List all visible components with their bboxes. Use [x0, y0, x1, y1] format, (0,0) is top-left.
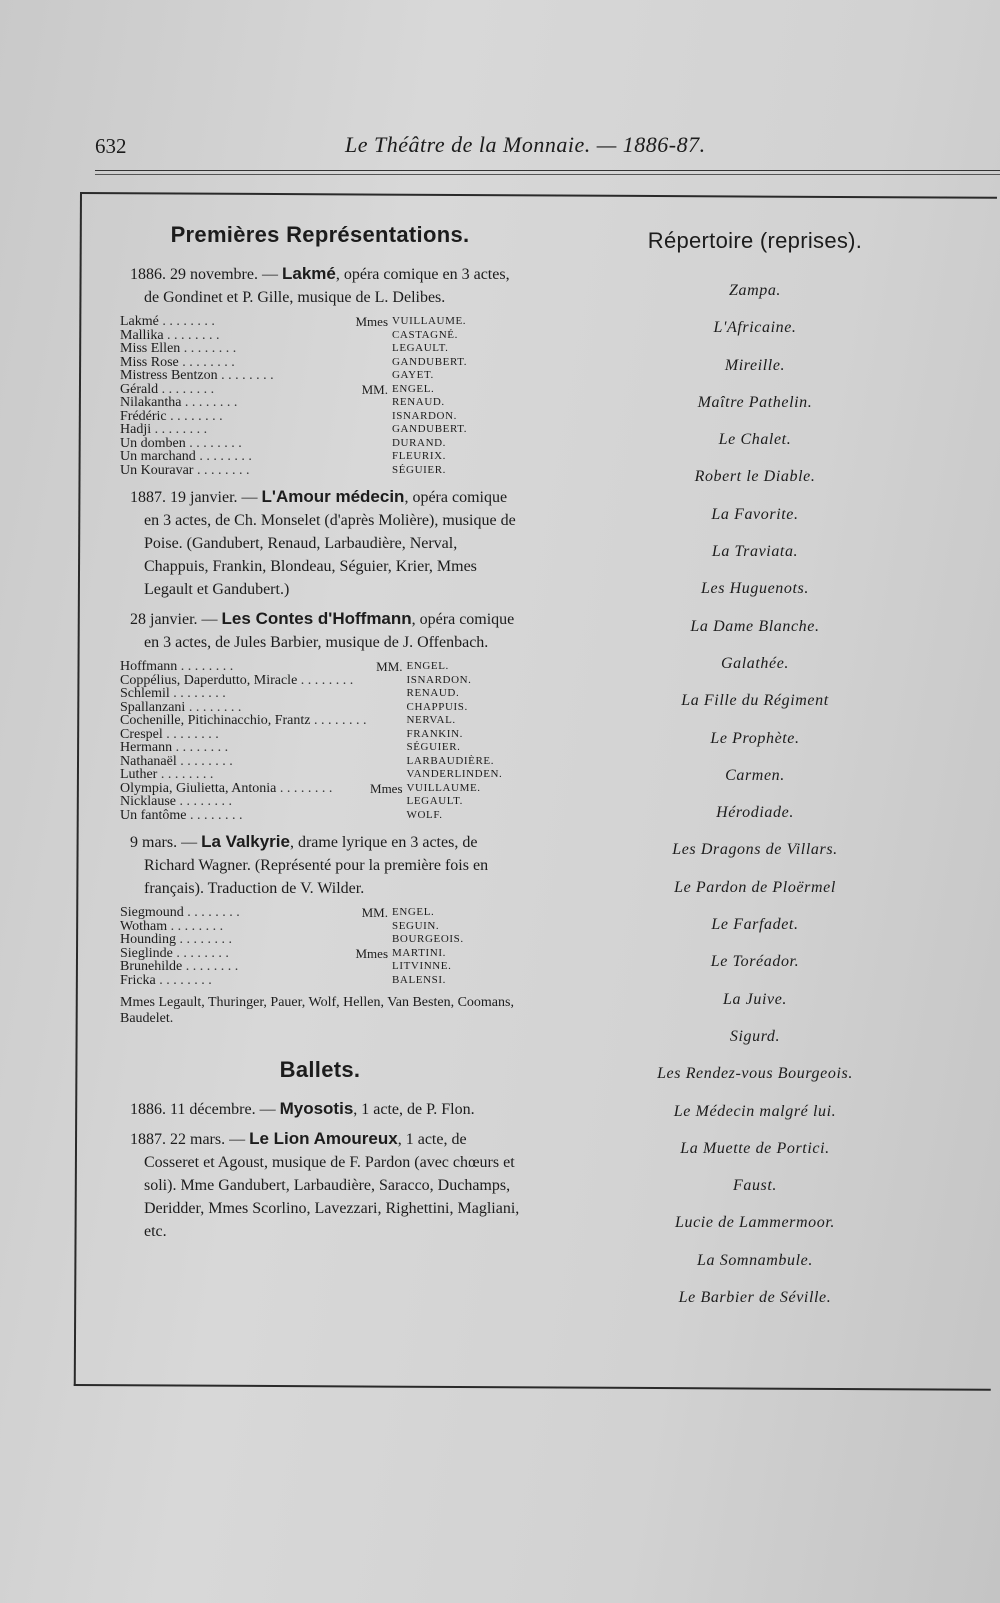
cast-role [120, 714, 367, 728]
leader-dots: . . . . . . . . [217, 368, 274, 383]
cast-prefix: Mmes [355, 945, 388, 961]
leader-dots: . . . . . . . . [163, 327, 220, 343]
role-name: Miss Ellen [120, 341, 181, 356]
cast-role [120, 741, 367, 755]
entry-date: 9 mars. — [130, 834, 202, 851]
cast-prefix [352, 974, 392, 988]
leader-dots: . . . . . . . . [276, 780, 333, 796]
cast-prefix [352, 329, 392, 343]
leader-dots: . . . . . . . . [185, 435, 242, 451]
leader-dots: . . . . . . . . [176, 753, 233, 769]
cast-role [120, 768, 367, 782]
repertoire-list [620, 272, 890, 1316]
cast-row [120, 809, 520, 823]
cast-role [120, 960, 352, 974]
role-name: Gérald [120, 381, 159, 397]
cast-actor: SEGUIN. [392, 919, 440, 932]
cast-row [120, 714, 520, 728]
cast-row [120, 960, 520, 974]
repertoire-item: Carmen. [725, 766, 785, 784]
cast-role [120, 795, 367, 809]
entry-lion-amoureux [120, 1127, 520, 1243]
leader-dots: . . . . . . . . [162, 726, 219, 742]
cast-actor: GANDUBERT. [392, 423, 468, 435]
cast-row [120, 329, 520, 343]
leader-dots: . . . . . . . . [157, 767, 214, 782]
cast-prefix [367, 674, 407, 688]
cast-row [120, 464, 520, 478]
role-name: Nilakantha [120, 395, 182, 410]
cast-role [120, 782, 367, 796]
cast-role [120, 809, 367, 823]
role-name: Spallanzani [120, 699, 186, 715]
cast-role [120, 906, 352, 920]
cast-prefix [352, 342, 392, 356]
role-name: Hounding [120, 932, 176, 947]
cast-actor: ENGEL. [406, 660, 449, 672]
cast-role [120, 920, 352, 934]
cast-prefix [352, 450, 392, 464]
cast-prefix: Mmes [355, 314, 388, 329]
cast-row [120, 701, 520, 715]
cast-role [120, 674, 367, 688]
repertoire-item: La Favorite. [711, 505, 799, 523]
cast-role [120, 410, 352, 424]
repertoire-item: L'Africaine. [713, 319, 797, 337]
repertoire-item: Le Médecin malgré lui. [673, 1102, 837, 1120]
cast-role [120, 660, 367, 674]
role-name: Nicklause [120, 794, 176, 809]
cast-role [120, 423, 352, 437]
repertoire-item: La Juive. [722, 990, 788, 1008]
cast-row [120, 342, 520, 356]
repertoire-item: Hérodiade. [716, 804, 794, 822]
leader-dots: . . . . . . . . [169, 686, 226, 701]
leader-dots: . . . . . . . . [178, 354, 235, 370]
cast-row [120, 356, 520, 370]
cast-prefix: Mmes [370, 780, 403, 796]
cast-actor: DURAND. [392, 436, 447, 449]
entry-details: , opéra comique en 3 actes, de Jules Barbier, musique de J. Offenbach. [144, 611, 515, 651]
leader-dots: . . . . . . . . [310, 713, 367, 728]
work-title: La Valkyrie [201, 832, 290, 851]
leader-dots: . . . . . . . . [158, 314, 215, 329]
cast-role [120, 396, 352, 410]
cast-role [120, 933, 352, 947]
repertoire-column [620, 228, 890, 1316]
leader-dots: . . . . . . . . [180, 341, 237, 356]
repertoire-item: Le Pardon de Ploërmel [674, 878, 836, 896]
cast-row [120, 728, 520, 742]
leader-dots: . . . . . . . . [155, 972, 212, 988]
cast-row [120, 450, 520, 464]
cast-actor: NERVAL. [406, 714, 456, 726]
premieres-column [120, 222, 520, 1249]
role-name: Mallika [120, 327, 164, 343]
cast-prefix [352, 933, 392, 947]
cast-prefix [367, 687, 407, 701]
cast-prefix [352, 464, 392, 478]
role-name: Coppélius, Daperdutto, Miracle [120, 672, 298, 688]
cast-prefix [367, 714, 407, 728]
cast-row [120, 933, 520, 947]
role-name: Mistress Bentzon [120, 368, 218, 383]
header-rule [95, 170, 1000, 171]
premieres-title: Premières Représentations. [170, 222, 470, 247]
cast-prefix [367, 741, 407, 755]
role-name: Lakmé [120, 314, 159, 329]
entry-lakme [120, 262, 520, 309]
leader-dots: . . . . . . . . [195, 449, 252, 464]
cast-row [120, 383, 520, 397]
entry-contes-hoffmann [120, 607, 520, 654]
work-title: Les Contes d'Hoffmann [221, 609, 412, 628]
repertoire-item: Robert le Diable. [694, 468, 816, 486]
cast-prefix: MM. [376, 659, 403, 674]
cast-list-lakme [120, 315, 520, 477]
repertoire-item: Le Farfadet. [711, 916, 799, 934]
leader-dots: . . . . . . . . [167, 918, 224, 934]
cast-list-valkyrie [120, 906, 520, 987]
cast-actor: MARTINI. [392, 946, 446, 959]
entry-date: 1886. 11 décembre. — [130, 1101, 280, 1118]
role-name: Fricka [120, 972, 156, 988]
cast-role [120, 369, 352, 383]
entry-date: 1887. 19 janvier. — [130, 489, 262, 506]
role-name: Siegmound [120, 905, 184, 920]
work-title: Myosotis [279, 1099, 354, 1118]
header-rule-thin [95, 174, 1000, 175]
cast-role [120, 383, 352, 397]
cast-actor: CASTAGNÉ. [392, 328, 458, 341]
cast-list-hoffmann [120, 660, 520, 822]
leader-dots: . . . . . . . . [183, 905, 240, 920]
repertoire-item: Galathée. [720, 654, 790, 672]
cast-row [120, 396, 520, 410]
leader-dots: . . . . . . . . [158, 381, 215, 397]
repertoire-item: Le Toréador. [710, 953, 800, 971]
work-title: Lakmé [281, 264, 336, 283]
repertoire-item: La Dame Blanche. [690, 617, 820, 635]
cast-row [120, 795, 520, 809]
cast-role [120, 687, 367, 701]
role-name: Nathanaël [120, 753, 177, 769]
cast-actor: RENAUD. [392, 396, 445, 408]
cast-role [120, 450, 352, 464]
entry-amour-medecin [120, 485, 520, 601]
leader-dots: . . . . . . . . [172, 945, 229, 961]
cast-prefix [367, 809, 407, 823]
role-name: Olympia, Giulietta, Antonia [120, 780, 277, 796]
cast-prefix [352, 423, 392, 437]
cast-actor: BOURGEOIS. [392, 933, 464, 945]
cast-role [120, 464, 352, 478]
cast-prefix [352, 396, 392, 410]
cast-actor: LEGAULT. [406, 795, 463, 807]
cast-role [120, 947, 352, 961]
cast-actor: BALENSI. [392, 973, 446, 986]
role-name: Cochenille, Pitichinacchio, Frantz [120, 713, 311, 728]
cast-row [120, 687, 520, 701]
entry-details: , 1 acte, de P. Flon. [353, 1101, 475, 1118]
cast-actor: ENGEL. [392, 382, 435, 395]
repertoire-item: Les Dragons de Villars. [672, 841, 838, 859]
page-number: 632 [95, 134, 127, 158]
role-name: Hermann [120, 740, 173, 755]
leader-dots: . . . . . . . . [172, 740, 229, 755]
leader-dots: . . . . . . . . [177, 659, 234, 674]
leader-dots: . . . . . . . . [182, 959, 239, 974]
cast-role [120, 974, 352, 988]
role-name: Un domben [120, 435, 186, 451]
cast-row [120, 674, 520, 688]
cast-row [120, 315, 520, 329]
cast-role [120, 329, 352, 343]
cast-actor: ISNARDON. [392, 409, 457, 422]
cast-row [120, 782, 520, 796]
cast-actor: ISNARDON. [406, 673, 472, 686]
entry-valkyrie [120, 830, 520, 900]
cast-prefix [352, 437, 392, 451]
entry-myosotis [120, 1097, 520, 1121]
valkyrie-extra-cast: Mmes Legault, Thuringer, Pauer, Wolf, Hellen, Van Besten, Coomans, Baudelet. [120, 995, 514, 1026]
cast-row [120, 741, 520, 755]
cast-prefix [367, 728, 407, 742]
cast-role [120, 356, 352, 370]
leader-dots: . . . . . . . . [176, 932, 232, 947]
role-name: Crespel [120, 726, 163, 742]
leader-dots: . . . . . . . . [181, 395, 238, 410]
cast-actor: LARBAUDIÈRE. [406, 754, 495, 767]
cast-role [120, 342, 352, 356]
work-title: L'Amour médecin [261, 487, 405, 506]
cast-prefix [352, 960, 392, 974]
entry-details: , drame lyrique en 3 actes, de Richard Wagner. (Représenté pour la première fois en français). Traduction de V. Wilder. [144, 834, 489, 897]
cast-actor: FLEURIX. [392, 450, 446, 462]
cast-actor: GAYET. [392, 369, 434, 381]
cast-row [120, 920, 520, 934]
entry-details: , opéra comique en 3 actes, de Ch. Monselet (d'après Molière), musique de Poise. (Gandubert, Renaud, Larbaudière, Nerval, Chappuis, Frankin, Blondeau, Séguier, Krier, Mmes Legault et Gandubert.) [144, 489, 516, 598]
cast-row [120, 437, 520, 451]
repertoire-item: Le Barbier de Séville. [678, 1289, 832, 1307]
cast-prefix [367, 795, 407, 809]
entry-date: 1887. 22 mars. — [130, 1131, 250, 1148]
repertoire-item: Zampa. [728, 282, 782, 299]
cast-prefix [352, 920, 392, 934]
cast-actor: LEGAULT. [392, 342, 449, 354]
entry-date: 1886. 29 novembre. — [130, 266, 282, 283]
role-name: Brunehilde [120, 959, 183, 974]
repertoire-title: Répertoire (reprises). [647, 228, 863, 253]
leader-dots: . . . . . . . . [175, 794, 232, 809]
role-name: Sieglinde [120, 945, 173, 961]
cast-actor: RENAUD. [406, 687, 460, 699]
cast-row [120, 410, 520, 424]
cast-role [120, 315, 352, 329]
ballets-title: Ballets. [279, 1057, 361, 1082]
role-name: Miss Rose [120, 354, 179, 370]
entry-date: 28 janvier. — [130, 611, 222, 628]
cast-prefix [352, 410, 392, 424]
repertoire-item: Le Prophète. [710, 729, 800, 747]
repertoire-item: La Muette de Portici. [680, 1139, 830, 1157]
cast-role [120, 728, 367, 742]
repertoire-item: Les Huguenots. [701, 580, 809, 598]
cast-role [120, 437, 352, 451]
role-name: Frédéric [120, 408, 167, 424]
role-name: Luther [120, 767, 158, 782]
repertoire-item: Mireille. [724, 356, 786, 374]
cast-prefix [367, 755, 407, 769]
cast-row [120, 369, 520, 383]
cast-prefix [367, 768, 407, 782]
leader-dots: . . . . . . . . [185, 699, 242, 715]
cast-actor: VANDERLINDEN. [406, 768, 503, 780]
cast-role [120, 755, 367, 769]
repertoire-item: Le Chalet. [718, 431, 792, 449]
leader-dots: . . . . . . . . [186, 807, 243, 823]
leader-dots: . . . . . . . . [297, 672, 354, 688]
repertoire-item: Maître Pathelin. [697, 393, 813, 411]
running-title: Le Théâtre de la Monnaie. — 1886-87. [345, 132, 706, 157]
cast-row [120, 660, 520, 674]
entry-details: , opéra comique en 3 actes, de Gondinet et P. Gille, musique de L. Delibes. [144, 266, 510, 306]
cast-row [120, 423, 520, 437]
cast-actor: VUILLAUME. [392, 315, 467, 327]
cast-prefix: MM. [361, 381, 388, 397]
cast-row [120, 906, 520, 920]
role-name: Un Kouravar [120, 462, 194, 478]
repertoire-item: La Traviata. [711, 543, 799, 561]
role-name: Schlemil [120, 686, 170, 701]
cast-row [120, 768, 520, 782]
repertoire-item: Les Rendez-vous Bourgeois. [657, 1065, 853, 1083]
cast-prefix [367, 701, 407, 715]
running-header [95, 128, 995, 162]
role-name: Un fantôme [120, 807, 187, 823]
entry-details: , 1 acte, de Cosseret et Agoust, musique de F. Pardon (avec chœurs et soli). Mme Gandubert, Larbaudière, Saracco, Duchamps, Deridder, Mmes Scorlino, Lavezzari, Righettini, Magliani, etc. [144, 1131, 520, 1240]
repertoire-item: La Somnambule. [697, 1251, 813, 1269]
cast-role [120, 701, 367, 715]
leader-dots: . . . . . . . . [151, 422, 208, 437]
role-name: Un marchand [120, 449, 196, 464]
cast-row [120, 755, 520, 769]
repertoire-item: Lucie de Lammermoor. [675, 1214, 835, 1232]
cast-actor: WOLF. [406, 808, 443, 821]
cast-row [120, 974, 520, 988]
cast-actor: ENGEL. [392, 906, 435, 918]
cast-prefix [352, 356, 392, 370]
role-name: Hadji [120, 422, 152, 437]
role-name: Wotham [120, 918, 168, 934]
cast-actor: GANDUBERT. [392, 355, 468, 368]
cast-prefix: MM. [361, 905, 388, 920]
work-title: Le Lion Amoureux [249, 1129, 398, 1148]
repertoire-item: Sigurd. [729, 1027, 781, 1045]
cast-actor: LITVINNE. [392, 960, 452, 972]
cast-actor: SÉGUIER. [392, 463, 446, 476]
repertoire-item: La Fille du Régiment [681, 692, 829, 710]
cast-actor: CHAPPUIS. [406, 700, 468, 713]
cast-actor: VUILLAUME. [406, 781, 481, 794]
cast-actor: FRANKIN. [406, 727, 463, 740]
repertoire-item: Faust. [732, 1177, 778, 1195]
role-name: Hoffmann [120, 659, 178, 674]
leader-dots: . . . . . . . . [193, 462, 250, 478]
cast-actor: SÉGUIER. [406, 741, 461, 753]
leader-dots: . . . . . . . . [166, 408, 223, 424]
cast-prefix [352, 369, 392, 383]
cast-row [120, 947, 520, 961]
